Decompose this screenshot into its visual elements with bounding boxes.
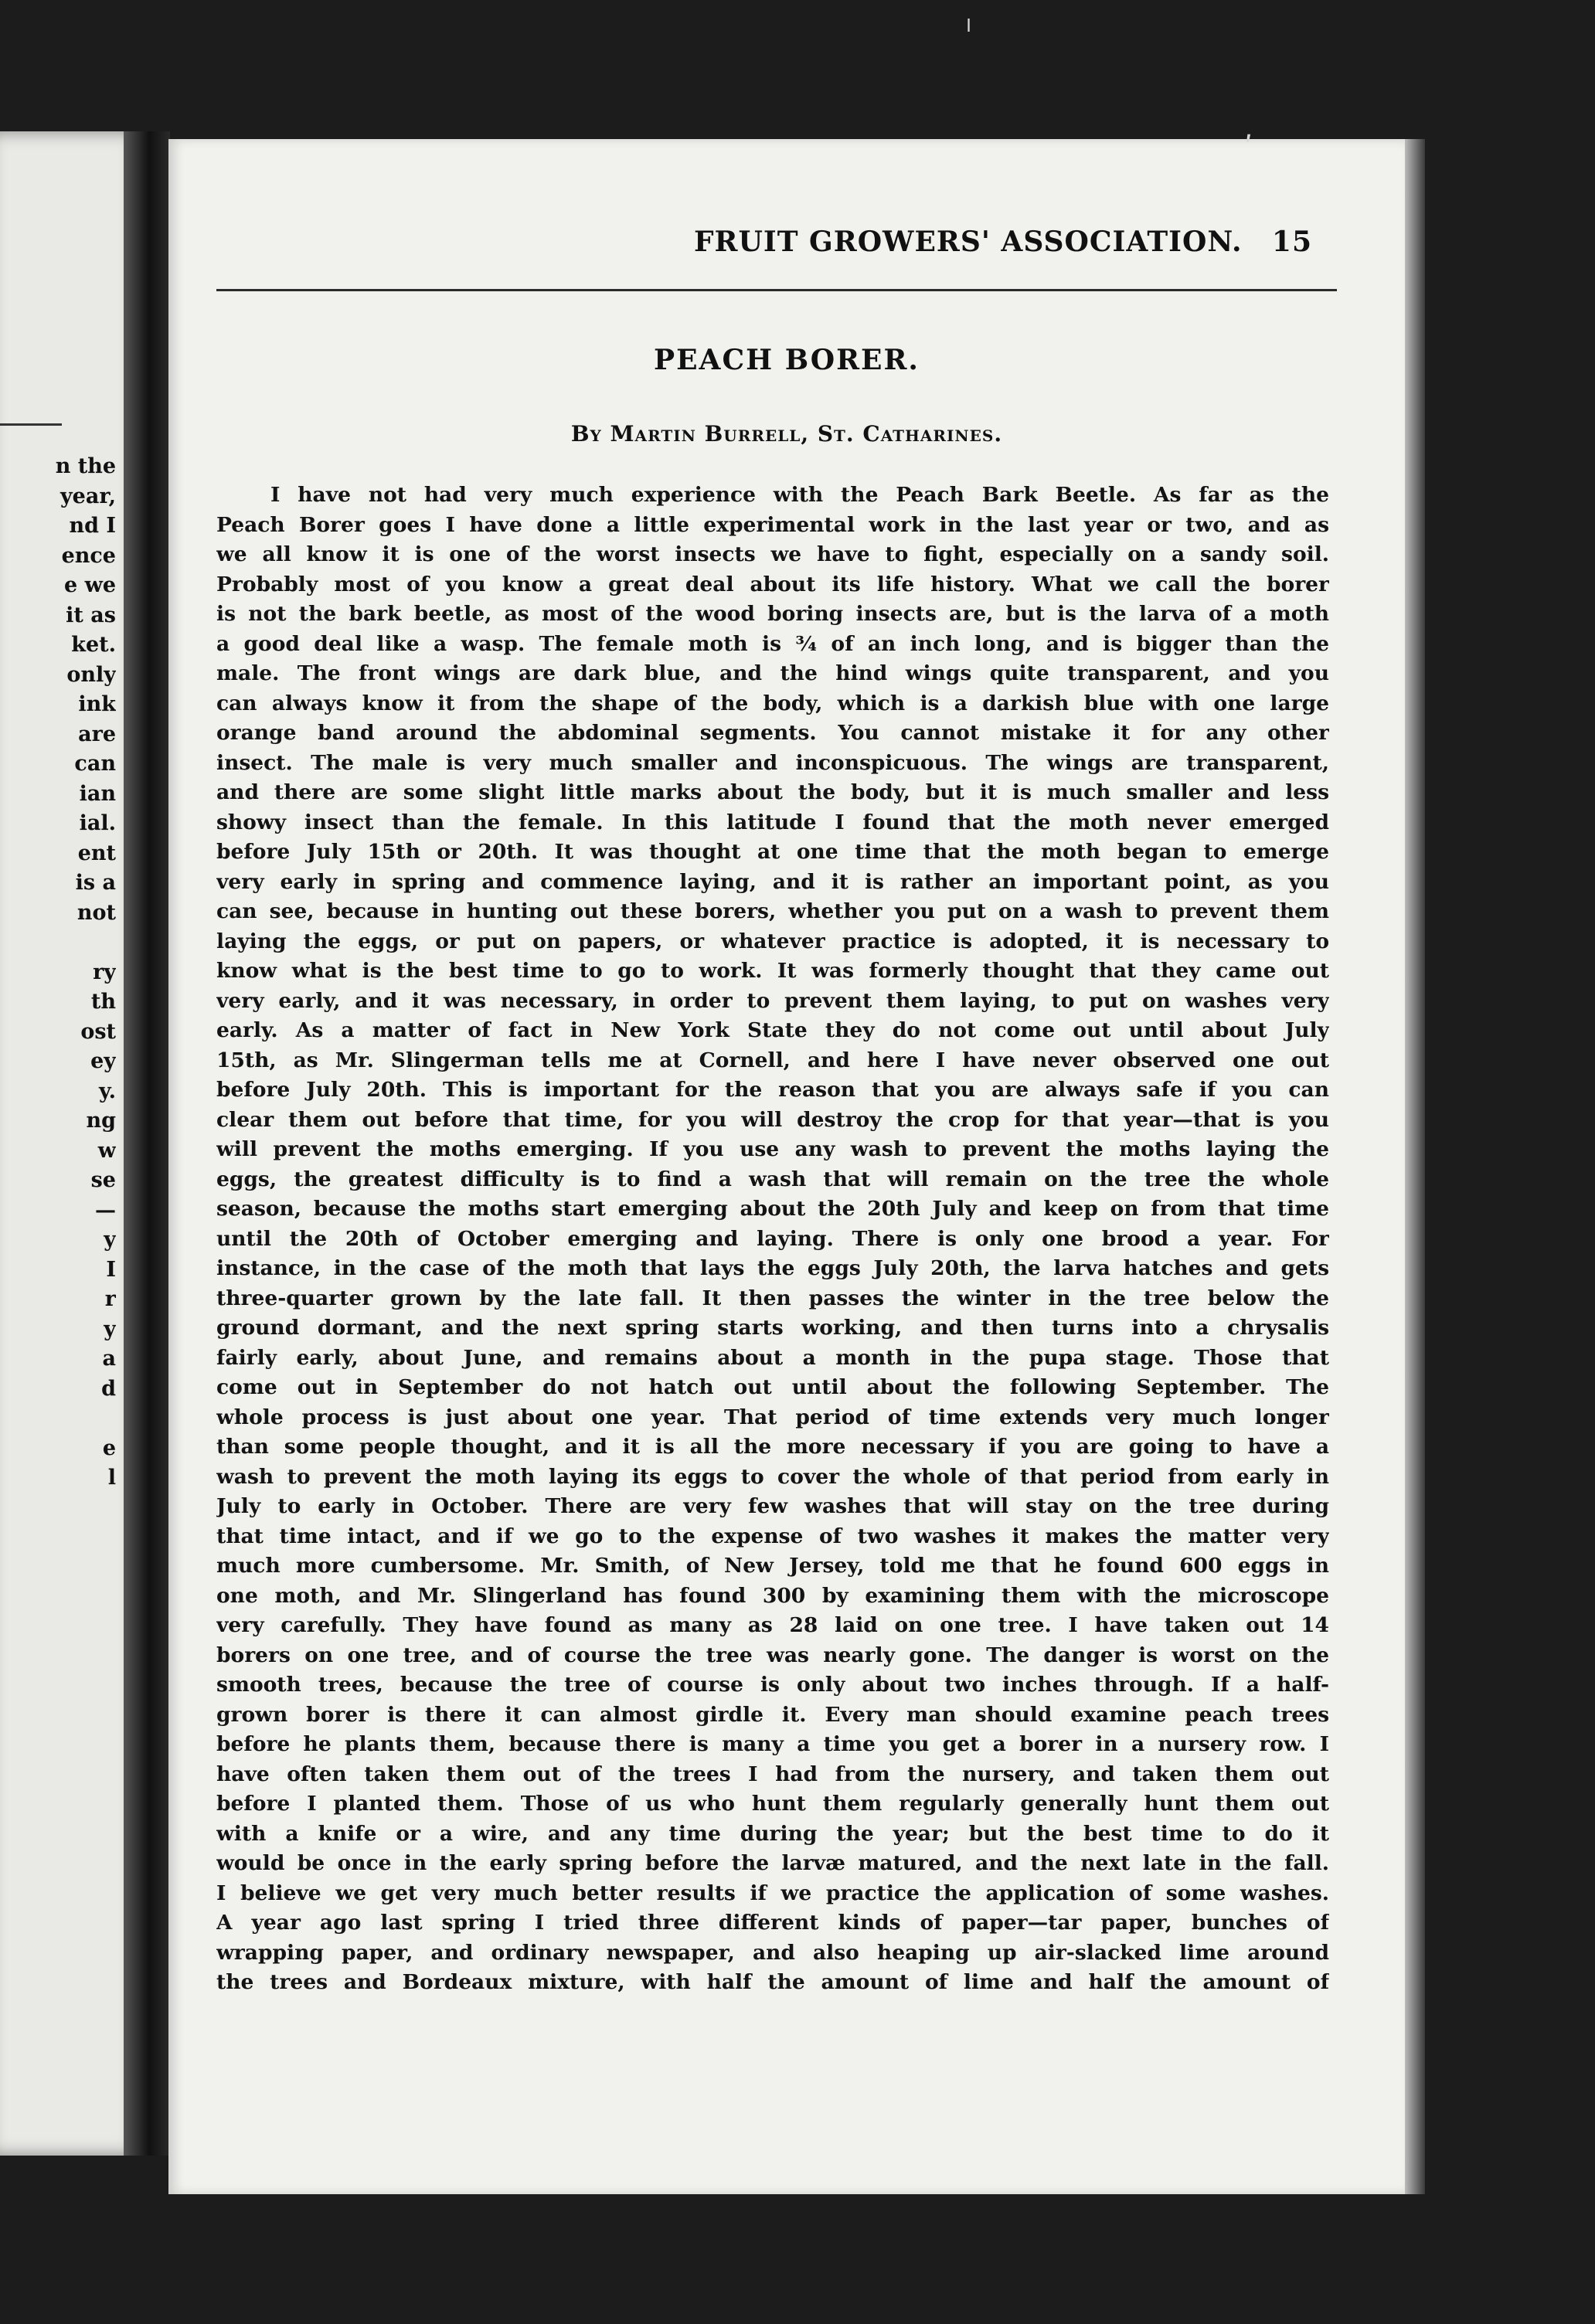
facing-page-fragment: ey (90, 1049, 116, 1073)
body-line: would be once in the early spring before the larvæ matured, and the next late in the fall. (216, 1851, 1329, 1875)
facing-page-fragment: it as (66, 603, 116, 627)
body-line: early. As a matter of fact in New York State they do not come out until about July (216, 1018, 1329, 1042)
body-line: very early in spring and commence laying, and it is rather an important point, as you (216, 869, 1329, 894)
body-line: laying the eggs, or put on papers, or whatever practice is adopted, it is necessary to (216, 929, 1329, 953)
facing-page-text-fragments (0, 452, 116, 1966)
body-line: wrapping paper, and ordinary newspaper, and also heaping up air-slacked lime around (216, 1940, 1329, 1965)
body-line: borers on one tree, and of course the tree was nearly gone. The danger is worst on the (216, 1643, 1329, 1667)
body-line: can see, because in hunting out these borers, whether you put on a wash to prevent them (216, 899, 1329, 923)
body-line: than some people thought, and it is all the more necessary if you are going to have a (216, 1435, 1329, 1459)
book-gutter (124, 131, 170, 2156)
body-line: Peach Borer goes I have done a little experimental work in the last year or two, and as (216, 512, 1329, 537)
facing-page-fragment: ost (80, 1019, 116, 1044)
body-line: until the 20th of October emerging and laying. There is only one brood a year. For (216, 1226, 1329, 1251)
body-line: much more cumbersome. Mr. Smith, of New Jersey, told me that he found 600 eggs in (216, 1554, 1329, 1578)
body-line: male. The front wings are dark blue, and the hind wings quite transparent, and you (216, 661, 1329, 685)
facing-page-fragment: th (90, 990, 116, 1014)
running-head-title: FRUIT GROWERS' ASSOCIATION. (694, 226, 1243, 258)
body-line: smooth trees, because the tree of course is only about two inches through. If a half- (216, 1673, 1329, 1697)
facing-page-fragment: e (102, 1436, 116, 1460)
body-line: have often taken them out of the trees I had from the nursery, and taken them out (216, 1762, 1329, 1786)
facing-page-fragment: year, (60, 484, 116, 508)
body-line: clear them out before that time, for you will destroy the crop for that year—that is you (216, 1107, 1329, 1132)
header-rule (216, 289, 1337, 291)
facing-page-fragment: is a (75, 871, 116, 895)
facing-page-fragment: ket. (71, 633, 116, 657)
body-line: very carefully. They have found as many as 28 laid on one tree. I have taken out 14 (216, 1613, 1329, 1637)
facing-page-fragment: I (106, 1257, 116, 1282)
body-line: eggs, the greatest difficulty is to find a wash that will remain on the tree the whole (216, 1167, 1329, 1191)
body-line: before July 20th. This is important for the reason that you are always safe if you can (216, 1078, 1329, 1102)
page-edge (1405, 139, 1425, 2194)
facing-page-fragment: se (90, 1168, 116, 1192)
body-line: before he plants them, because there is many a time you get a borer in a nursery row. I (216, 1732, 1329, 1756)
body-line: fairly early, about June, and remains about a month in the pupa stage. Those that (216, 1345, 1329, 1370)
facing-page-fragment: y (104, 1317, 116, 1341)
body-line: showy insect than the female. In this latitude I found that the moth never emerged (216, 810, 1329, 834)
body-line: very early, and it was necessary, in order to prevent them laying, to put on washes very (216, 988, 1329, 1013)
facing-page-fragment: only (66, 662, 116, 687)
facing-page-fragment: y (104, 1228, 116, 1252)
body-line: with a knife or a wire, and any time during the year; but the best time to do it (216, 1821, 1329, 1846)
article-body (216, 481, 1329, 1998)
body-line: 15th, as Mr. Slingerman tells me at Cornell, and here I have never observed one out (216, 1048, 1329, 1072)
body-line: and there are some slight little marks about the body, but it is much smaller and less (216, 780, 1329, 804)
body-line: a good deal like a wasp. The female moth is ¾ of an inch long, and is bigger than the (216, 631, 1329, 656)
facing-page-fragment: d (101, 1376, 116, 1401)
facing-page-fragment: e we (64, 573, 116, 597)
body-line: wash to prevent the moth laying its eggs to cover the whole of that period from early in (216, 1464, 1329, 1489)
facing-page-fragment: a (102, 1347, 116, 1371)
facing-page-fragment (0, 928, 116, 958)
facing-page-fragment: not (77, 900, 116, 925)
body-line: I believe we get very much better results if we practice the application of some washes. (216, 1881, 1329, 1905)
article-byline: By Martin Burrell, St. Catharines. (570, 421, 1003, 447)
document-page (168, 139, 1405, 2194)
facing-page-fragment: l (107, 1466, 116, 1490)
body-line: Probably most of you know a great deal about its life history. What we call the borer (216, 572, 1329, 596)
page-number: 15 (1271, 226, 1312, 258)
facing-page-fragment: nd I (69, 514, 116, 538)
body-line: orange band around the abdominal segments. You cannot mistake it for any other (216, 721, 1329, 745)
facing-page-fragment: — (95, 1198, 116, 1222)
scan-mark: ʹ (1244, 131, 1253, 167)
facing-page-fragment (0, 1404, 116, 1434)
facing-page-fragment: ence (61, 543, 116, 568)
scan-mark: ˡ (966, 14, 971, 49)
body-line: know what is the best time to go to work. It was formerly thought that they came out (216, 959, 1329, 983)
facing-page-fragment: y. (99, 1079, 116, 1103)
facing-page-fragment: w (97, 1138, 116, 1163)
body-line: insect. The male is very much smaller and inconspicuous. The wings are transparent, (216, 750, 1329, 775)
body-line: three-quarter grown by the late fall. It then passes the winter in the tree below the (216, 1286, 1329, 1310)
body-line: season, because the moths start emerging about the 20th July and keep on from that time (216, 1197, 1329, 1221)
facing-page-rule (0, 423, 62, 426)
facing-page-fragment: r (104, 1287, 116, 1311)
facing-page-fragment: can (74, 752, 116, 776)
facing-page-fragment: ry (93, 960, 116, 984)
body-line: one moth, and Mr. Slingerland has found 300 by examining them with the microscope (216, 1583, 1329, 1608)
facing-page-fragment: n the (55, 454, 116, 478)
facing-page-fragment: ng (86, 1109, 116, 1133)
body-line: will prevent the moths emerging. If you use any wash to prevent the moths laying the (216, 1137, 1329, 1161)
body-line: A year ago last spring I tried three different kinds of paper—tar paper, bunches of (216, 1911, 1329, 1935)
body-line: that time intact, and if we go to the expense of two washes it makes the matter very (216, 1524, 1329, 1548)
facing-page-fragment: are (78, 722, 116, 746)
body-line: the trees and Bordeaux mixture, with half the amount of lime and half the amount of (216, 1970, 1329, 1994)
body-line: instance, in the case of the moth that lays the eggs July 20th, the larva hatches and gets (216, 1256, 1329, 1280)
body-line: July to early in October. There are very few washes that will stay on the tree during (216, 1494, 1329, 1518)
body-line: can always know it from the shape of the body, which is a darkish blue with one large (216, 691, 1329, 715)
facing-page-fragment: ink (78, 692, 116, 716)
body-line: before July 15th or 20th. It was thought at one time that the moth began to emerge (216, 840, 1329, 864)
article-title: PEACH BORER. (654, 344, 920, 376)
facing-page-fragment: ent (77, 841, 116, 865)
body-line: ground dormant, and the next spring starts working, and then turns into a chrysalis (216, 1316, 1329, 1340)
body-line: whole process is just about one year. That period of time extends very much longer (216, 1405, 1329, 1429)
body-line: grown borer is there it can almost girdle it. Every man should examine peach trees (216, 1702, 1329, 1727)
body-line: I have not had very much experience with the Peach Bark Beetle. As far as the (270, 483, 1329, 507)
facing-page-fragment: ian (79, 781, 116, 806)
body-line: we all know it is one of the worst insects we have to fight, especially on a sandy soil. (216, 542, 1329, 566)
body-line: before I planted them. Those of us who hunt them regularly generally hunt them out (216, 1792, 1329, 1816)
body-line: is not the bark beetle, as most of the wood boring insects are, but is the larva of a moth (216, 602, 1329, 626)
facing-page-fragment: ial. (79, 811, 116, 835)
body-line: come out in September do not hatch out until about the following September. The (216, 1375, 1329, 1399)
